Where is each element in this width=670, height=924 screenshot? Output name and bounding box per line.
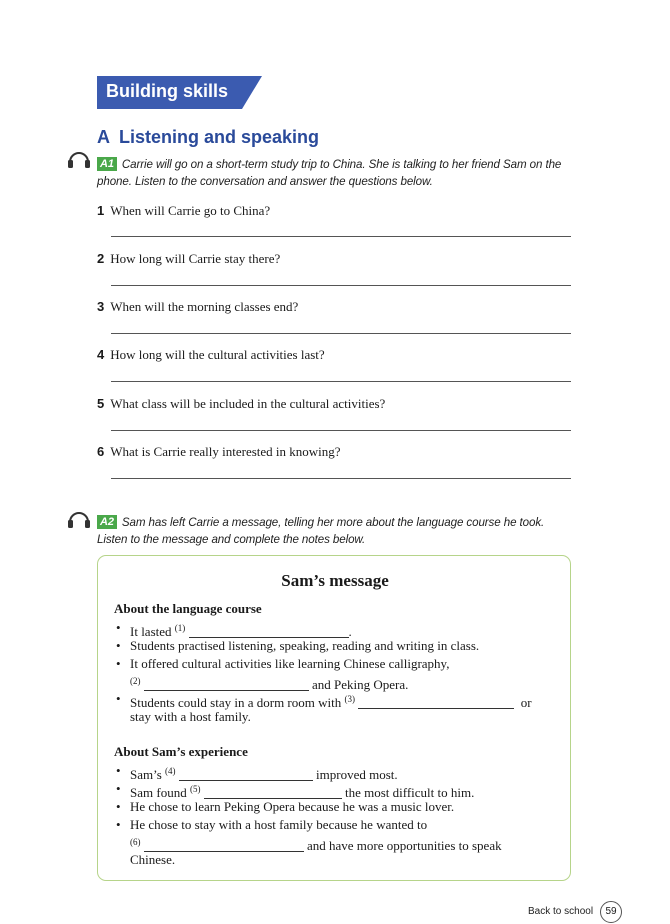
- answer-line-3[interactable]: [111, 333, 571, 334]
- footer-unit-title: Back to school: [528, 906, 594, 917]
- text: and have more opportunities to speak: [307, 838, 502, 853]
- course-item-4-cont: stay with a host family.: [130, 709, 251, 724]
- banner-label: Building skills: [106, 81, 229, 101]
- blank-marker-2: (2): [130, 676, 141, 686]
- question-5: [97, 396, 385, 412]
- text: Students could stay in a dorm room with: [130, 695, 342, 710]
- bullet: •: [116, 656, 121, 671]
- a2-instruction-line-2: Listen to the message and complete the notes below.: [97, 533, 366, 546]
- question-text: How long will Carrie stay there?: [110, 251, 281, 266]
- question-4: [97, 347, 325, 363]
- experience-item-3: He chose to learn Peking Opera because he was a music lover.: [130, 799, 455, 814]
- section-title-text: Listening and speaking: [119, 127, 320, 147]
- experience-item-4: He chose to stay with a host family because he wanted to: [130, 817, 428, 832]
- question-text: When will the morning classes end?: [110, 299, 299, 314]
- bullet: •: [116, 620, 121, 635]
- question-number: 2: [97, 251, 105, 266]
- experience-heading: About Sam’s experience: [114, 744, 248, 759]
- text: .: [348, 624, 352, 639]
- blank-marker-5: (5): [189, 784, 201, 794]
- headphones-icon[interactable]: [66, 148, 92, 170]
- a2-text-1: Sam has left Carrie a message, telling her more about the language course he took.: [121, 516, 545, 529]
- question-number: 5: [97, 396, 105, 411]
- bullet: •: [116, 781, 121, 796]
- a1-instruction-line-1: [97, 156, 561, 173]
- text: Sam’s: [130, 767, 162, 782]
- answer-line-4[interactable]: [111, 381, 571, 382]
- course-item-2: Students practised listening, speaking, reading and writing in class.: [130, 638, 480, 653]
- answer-line-5[interactable]: [111, 430, 571, 431]
- question-2: [97, 251, 280, 267]
- section-banner: [97, 76, 262, 109]
- bullet: •: [116, 638, 121, 653]
- page-number: 59: [600, 901, 622, 923]
- a1-instruction-line-2: phone. Listen to the conversation and answer the questions below.: [97, 175, 433, 188]
- headphones-icon[interactable]: [66, 508, 92, 530]
- bullet: •: [116, 799, 121, 814]
- a2-instruction-line-1: [97, 514, 544, 531]
- text: Sam found: [130, 785, 187, 800]
- a1-badge: A1: [97, 157, 117, 171]
- section-title: [97, 127, 319, 148]
- bullet: •: [116, 763, 121, 778]
- blank-marker-1: (1): [174, 623, 186, 633]
- answer-line-6[interactable]: [111, 478, 571, 479]
- blank-marker-4: (4): [165, 766, 176, 776]
- text: the most difficult to him.: [344, 785, 475, 800]
- blank-3[interactable]: [358, 697, 514, 709]
- bullet: •: [116, 691, 121, 706]
- question-number: 3: [97, 299, 105, 314]
- course-heading: About the language course: [114, 601, 262, 616]
- section-letter: A: [97, 127, 110, 147]
- message-title: Sam’s message: [281, 571, 389, 590]
- text: and Peking Opera.: [312, 677, 409, 692]
- a2-badge: A2: [97, 515, 117, 529]
- question-3: [97, 299, 298, 315]
- question-text: What is Carrie really interested in knowing?: [110, 444, 341, 459]
- question-6: [97, 444, 341, 460]
- sams-message-box: [97, 555, 571, 881]
- question-number: 6: [97, 444, 105, 459]
- answer-line-2[interactable]: [111, 285, 571, 286]
- course-item-3: It offered cultural activities like learning Chinese calligraphy,: [130, 656, 450, 671]
- text: It lasted: [130, 624, 172, 639]
- question-1: [97, 203, 270, 219]
- experience-item-4-cont: [130, 833, 502, 855]
- blank-marker-6: (6): [130, 837, 141, 847]
- answer-line-1[interactable]: [111, 236, 571, 237]
- blank-marker-3: (3): [344, 694, 355, 704]
- question-number: 1: [97, 203, 105, 218]
- question-text: When will Carrie go to China?: [110, 203, 271, 218]
- a1-text-1: Carrie will go on a short-term study trip to China. She is talking to her friend Sam on the: [121, 158, 562, 171]
- text: or: [520, 695, 532, 710]
- question-number: 4: [97, 347, 105, 362]
- experience-item-4-cont-2: Chinese.: [130, 852, 176, 867]
- bullet: •: [116, 817, 121, 832]
- question-text: How long will the cultural activities last?: [110, 347, 325, 362]
- question-text: What class will be included in the cultural activities?: [110, 396, 386, 411]
- text: improved most.: [316, 767, 398, 782]
